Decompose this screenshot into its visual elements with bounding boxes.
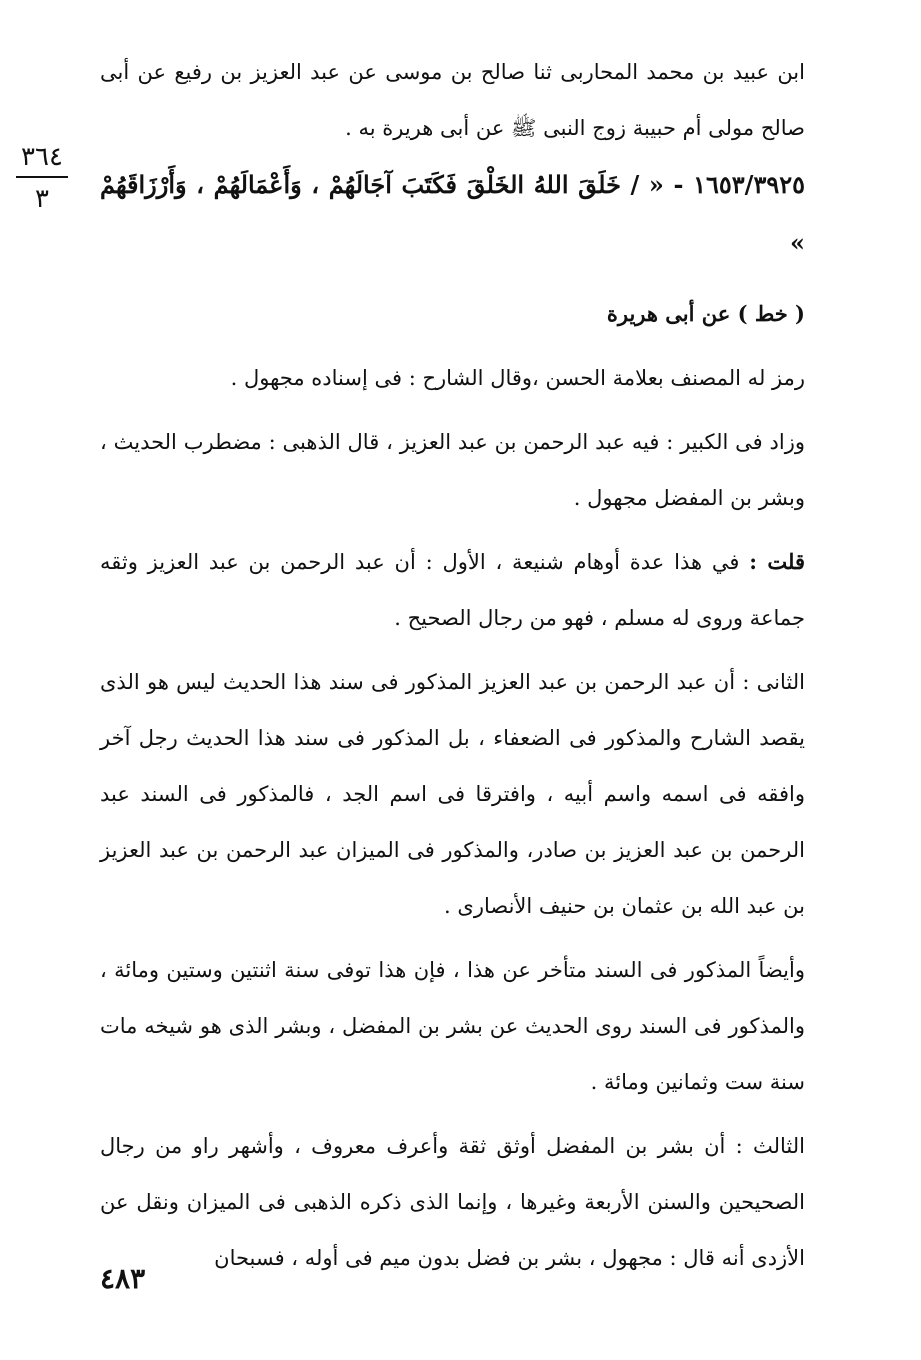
hadith-text: ١٦٥٣/٣٩٢٥ - « / خَلَقَ اللهُ الخَلْقَ فَكَتَبَ آجَالَهُمْ ، وَأَعْمَالَهُمْ ، وَأَرْزَاقَهُمْ »	[100, 170, 805, 257]
margin-reference-divider	[16, 176, 68, 178]
margin-page-reference	[10, 142, 74, 214]
paragraph-5: وأيضاً المذكور فى السند متأخر عن هذا ، فإن هذا توفى سنة اثنتين وستين ومائة ، والمذكور فى السند روى الحديث عن بشر بن المفضل ، وبشر الذى هو شيخه مات سنة ست وثمانين ومائة .	[100, 958, 805, 1094]
body-text	[100, 44, 805, 1286]
paragraph-1: رمز له المصنف بعلامة الحسن ،وقال الشارح : فى إسناده مجهول .	[230, 366, 805, 390]
margin-reference-bottom: ٣	[35, 184, 49, 214]
paragraph-4: الثانى : أن عبد الرحمن بن عبد العزيز المذكور فى سند هذا الحديث ليس هو الذى يقصد الشارح والمذكور فى الضعفاء ، بل المذكور فى سند هذا الحديث رجل آخر وافقه فى اسمه واسم أبيه ، وافترقا فى اسم الجد ، فالمذكور فى السند عبد الرحمن بن عبد العزيز بن صادر، والمذكور فى الميزان عبد الرحمن بن عبد العزيز بن عبد الله بن عثمان بن حنيف الأنصارى .	[100, 670, 805, 918]
intro-paragraph: ابن عبيد بن محمد المحاربى ثنا صالح بن موسى عن عبد العزيز بن رفيع عن أبى صالح مولى أم حبيبة زوج النبى ﷺ عن أبى هريرة به .	[100, 60, 805, 140]
paragraph-3-body: في هذا عدة أوهام شنيعة ، الأول : أن عبد الرحمن بن عبد العزيز وثقه جماعة وروى له مسلم ، فهو من رجال الصحيح .	[100, 550, 805, 630]
paragraph-3-lead: قلت :	[749, 549, 805, 574]
margin-reference-top: ٣٦٤	[21, 142, 63, 172]
hadith-source: ( خط ) عن أبى هريرة	[606, 301, 805, 326]
paragraph-3	[100, 534, 805, 646]
paragraph-6: الثالث : أن بشر بن المفضل أوثق ثقة وأعرف معروف ، وأشهر راو من رجال الصحيحين والسنن الأربعة وغيرها ، وإنما الذى ذكره الذهبى فى الميزان ونقل عن الأزدى أنه قال : مجهول ، بشر بن فضل بدون ميم فى أوله ، فسبحان	[100, 1134, 805, 1270]
page-number: ٤٨٣	[100, 1262, 146, 1295]
paragraph-2: وزاد فى الكبير : فيه عبد الرحمن بن عبد العزيز ، قال الذهبى : مضطرب الحديث ، وبشر بن المفضل مجهول .	[100, 430, 805, 510]
